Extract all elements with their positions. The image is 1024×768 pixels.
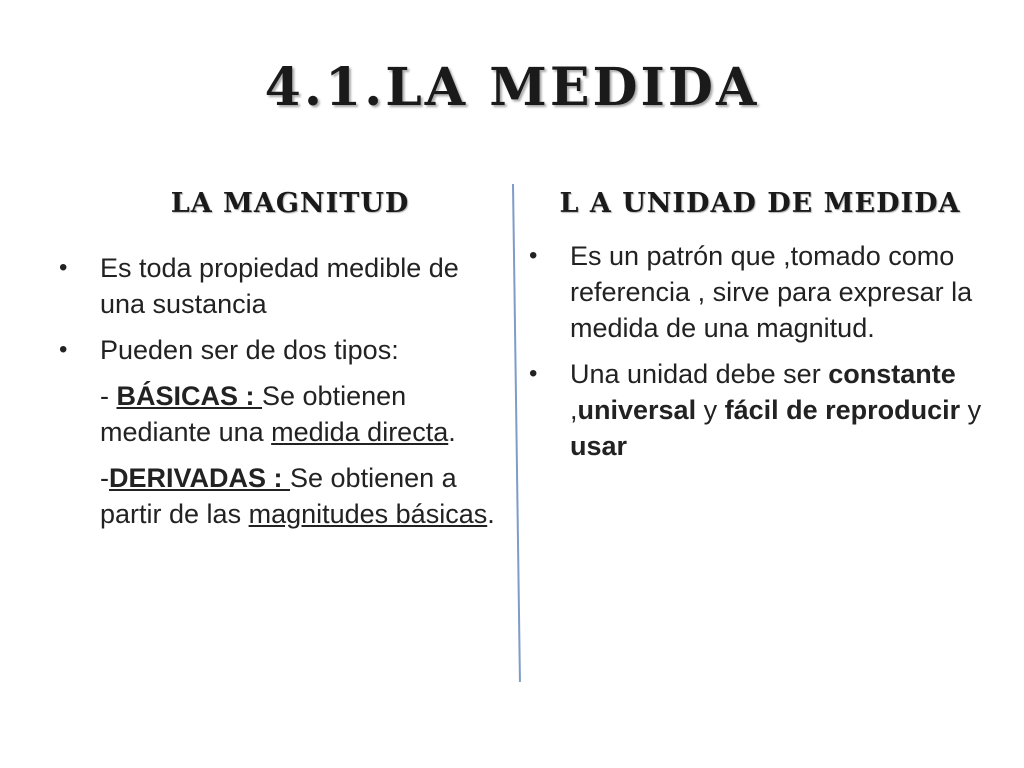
basicas-item	[55, 378, 495, 450]
left-column-heading: LA MAGNITUD	[170, 188, 410, 219]
basicas-label: BÁSICAS :	[116, 381, 263, 411]
bullet-text: y	[696, 395, 725, 425]
bullet-text: y	[960, 395, 982, 425]
derivadas-underlined: magnitudes básicas	[248, 499, 488, 529]
bullet-icon: •	[59, 254, 68, 281]
slide-title: 4.1.LA MEDIDA	[264, 57, 760, 118]
basicas-text: Se obtienen mediante una	[100, 381, 407, 447]
bold-term: fácil de reproducir	[724, 395, 961, 425]
list-item	[55, 332, 495, 368]
list-item	[55, 250, 495, 322]
list-item	[525, 356, 985, 464]
bullet-icon: •	[529, 242, 538, 269]
left-column	[55, 250, 495, 542]
bullet-text: Pueden ser de dos tipos:	[100, 335, 399, 365]
bullet-text: ,	[570, 395, 578, 425]
list-item	[525, 238, 985, 346]
basicas-end: .	[448, 417, 456, 447]
bullet-text: Es un patrón que ,tomado como referencia , sirve para expresar la medida de una magnitud.	[570, 241, 973, 343]
bold-term: universal	[577, 395, 697, 425]
right-column-heading: L A UNIDAD DE MEDIDA	[559, 188, 961, 219]
column-divider	[512, 184, 521, 682]
bullet-icon: •	[529, 360, 538, 387]
derivadas-text: Se obtienen a partir de las	[100, 463, 457, 529]
derivadas-label: DERIVADAS :	[109, 463, 291, 493]
bold-term: constante	[828, 359, 956, 389]
bullet-text: Una unidad debe ser	[570, 359, 829, 389]
derivadas-prefix: -	[100, 463, 109, 493]
bold-term: usar	[570, 431, 628, 461]
derivadas-item	[55, 460, 495, 532]
basicas-underlined: medida directa	[271, 417, 449, 447]
basicas-prefix: -	[100, 381, 117, 411]
right-column	[525, 238, 985, 474]
bullet-icon: •	[59, 336, 68, 363]
derivadas-end: .	[487, 499, 495, 529]
bullet-text: Es toda propiedad medible de una sustancia	[100, 253, 459, 319]
